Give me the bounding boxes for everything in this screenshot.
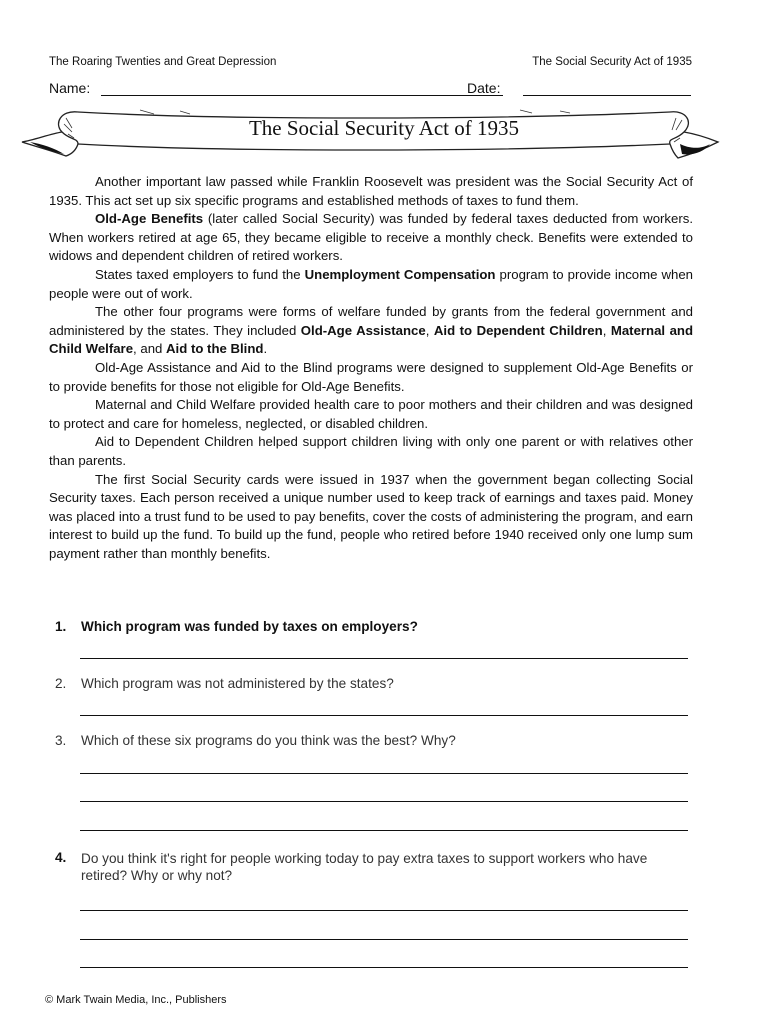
question-1: 1. Which program was funded by taxes on employers? xyxy=(55,619,418,634)
question-4: 4. Do you think it's right for people working today to pay extra taxes to support workers who have retired? Why or why not? xyxy=(55,850,648,883)
answer-line-3b[interactable] xyxy=(80,801,688,802)
paragraph-welfare-programs: The other four programs were forms of welfare funded by grants from the federal government and administered by the states. They included Old-Age Assistance, Aid to Dependent Children, Maternal and Child Welfare, and Aid to the Blind. xyxy=(49,304,694,357)
paragraph-ss-cards: The first Social Security cards were issued in 1937 when the government began collecting Social Security taxes. Each person received a unique number used to keep track of earnings and taxes paid. Money was placed into a trust fund to be used to pay benefits, cover the costs of administering the program, and earn interest to build up the fund. To build up the fund, people who retired before 1940 received only one lump sum payment rather than monthly benefits. xyxy=(49,471,693,561)
name-label: Name: xyxy=(49,80,91,96)
paragraph-dependent-children: Aid to Dependent Children helped support children living with only one parent or with relatives other than parents. xyxy=(49,434,693,468)
answer-line-3a[interactable] xyxy=(80,773,688,774)
header-unit-title: The Roaring Twenties and Great Depression xyxy=(49,56,277,68)
page-title: The Social Security Act of 1935 xyxy=(248,116,520,140)
reading-passage xyxy=(49,173,693,563)
answer-line-4c[interactable] xyxy=(80,967,688,968)
paragraph-intro: Another important law passed while Franklin Roosevelt was president was the Social Security Act of 1935. This act set up six specific programs and established methods of taxes to fund them. xyxy=(49,174,693,208)
paragraph-old-age-assistance: Old-Age Assistance and Aid to the Blind programs were designed to supplement Old-Age Benefits or to provide benefits for those not eligible for Old-Age Benefits. xyxy=(49,359,693,394)
banner-right-shade xyxy=(680,144,710,155)
date-field[interactable] xyxy=(523,95,691,96)
answer-line-2[interactable] xyxy=(80,715,688,716)
header-lesson-title: The Social Security Act of 1935 xyxy=(532,56,692,68)
banner-bottom-edge xyxy=(78,144,670,150)
paragraph-maternal-child: Maternal and Child Welfare provided health care to poor mothers and their children and was designed to protect and care for homeless, neglected, or disabled children. xyxy=(49,397,693,431)
question-2: 2. Which program was not administered by the states? xyxy=(55,676,394,691)
paragraph-unemployment: States taxed employers to fund the Unemployment Compensation program to provide income when people were out of work. xyxy=(49,266,693,301)
name-field[interactable] xyxy=(101,95,503,96)
name-date-row xyxy=(49,80,693,100)
date-label: Date: xyxy=(467,80,501,96)
question-3: 3. Which of these six programs do you think was the best? Why? xyxy=(55,733,456,748)
answer-line-4b[interactable] xyxy=(80,939,688,940)
answer-line-1[interactable] xyxy=(80,658,688,659)
paragraph-old-age-benefits: Old-Age Benefits (later called Social Security) was funded by federal taxes deducted from workers. When workers retired at age 65, they became eligible to receive a monthly check. Benefits were extended to widows and dependent children of retired workers. xyxy=(49,211,694,264)
answer-line-3c[interactable] xyxy=(80,830,688,831)
publisher-footer: © Mark Twain Media, Inc., Publishers xyxy=(45,994,227,1006)
banner-left-shade xyxy=(30,142,64,154)
answer-line-4a[interactable] xyxy=(80,910,688,911)
